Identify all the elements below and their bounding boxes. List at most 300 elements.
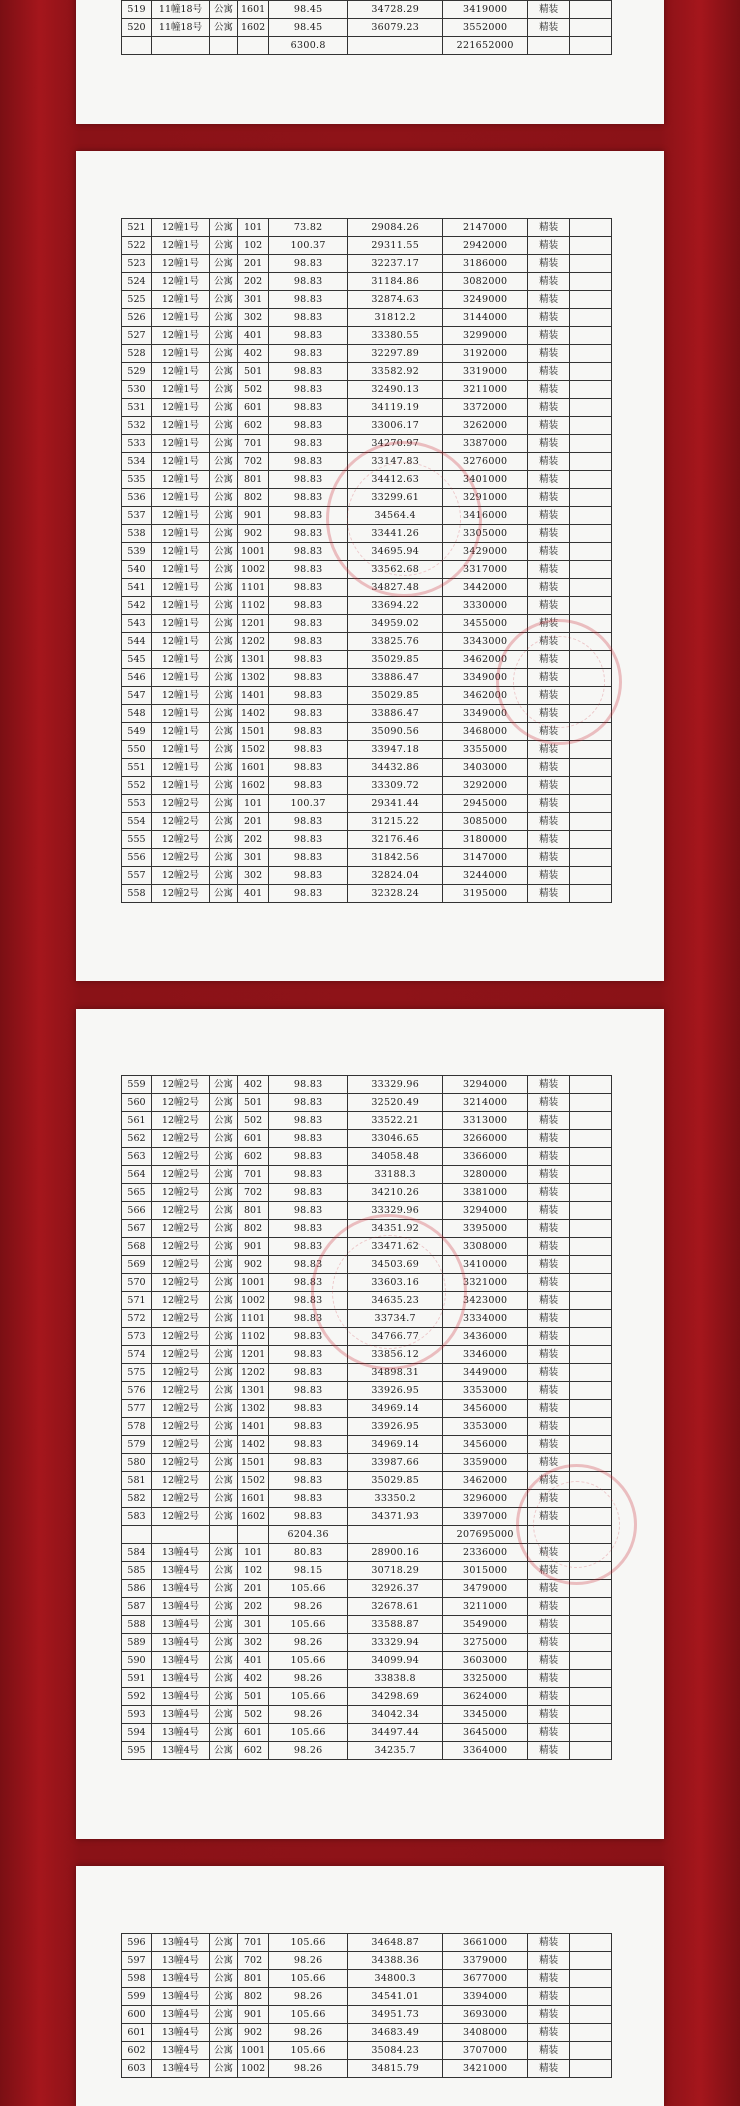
decoration-cell: 精装 xyxy=(528,1328,570,1346)
room-number-cell: 201 xyxy=(238,255,269,273)
room-number-cell: 501 xyxy=(238,363,269,381)
property-type-cell: 公寓 xyxy=(210,1310,238,1328)
area-cell: 98.26 xyxy=(269,2060,348,2078)
table-row xyxy=(122,1292,612,1310)
room-number-cell: 701 xyxy=(238,1166,269,1184)
property-type-cell: 公寓 xyxy=(210,1706,238,1724)
unit-price-cell: 32926.37 xyxy=(348,1580,443,1598)
unit-price-cell: 34210.26 xyxy=(348,1184,443,1202)
row-number-cell: 601 xyxy=(122,2024,152,2042)
decoration-cell: 精装 xyxy=(528,237,570,255)
unit-price-cell: 34119.19 xyxy=(348,399,443,417)
row-number-cell: 579 xyxy=(122,1436,152,1454)
total-price-cell: 3353000 xyxy=(443,1382,528,1400)
decoration-cell: 精装 xyxy=(528,579,570,597)
total-price-cell: 3211000 xyxy=(443,381,528,399)
remark-cell xyxy=(570,1580,612,1598)
unit-price-cell: 33046.65 xyxy=(348,1130,443,1148)
decoration-cell: 精装 xyxy=(528,777,570,795)
decoration-cell: 精装 xyxy=(528,867,570,885)
total-price-cell: 3468000 xyxy=(443,723,528,741)
area-cell: 98.83 xyxy=(269,507,348,525)
area-cell: 98.83 xyxy=(269,381,348,399)
row-number-cell: 595 xyxy=(122,1742,152,1760)
remark-cell xyxy=(570,2024,612,2042)
table-row xyxy=(122,1364,612,1382)
property-type-cell: 公寓 xyxy=(210,1382,238,1400)
area-cell: 98.83 xyxy=(269,1148,348,1166)
room-number-cell: 902 xyxy=(238,1256,269,1274)
table-row xyxy=(122,1202,612,1220)
decoration-cell: 精装 xyxy=(528,525,570,543)
property-type-cell: 公寓 xyxy=(210,1544,238,1562)
total-price-cell: 3408000 xyxy=(443,2024,528,2042)
table-row xyxy=(122,525,612,543)
table-row xyxy=(122,1400,612,1418)
table-row xyxy=(122,1508,612,1526)
decoration-cell: 精装 xyxy=(528,309,570,327)
decoration-cell: 精装 xyxy=(528,345,570,363)
building-unit-cell: 13幢4号 xyxy=(152,1544,210,1562)
row-number-cell: 593 xyxy=(122,1706,152,1724)
remark-cell xyxy=(570,1952,612,1970)
table-row xyxy=(122,795,612,813)
property-type-cell: 公寓 xyxy=(210,1508,238,1526)
remark-cell xyxy=(570,633,612,651)
area-cell: 98.26 xyxy=(269,1598,348,1616)
room-number-cell: 1001 xyxy=(238,2042,269,2060)
unit-price-cell: 32297.89 xyxy=(348,345,443,363)
building-unit-cell: 12幢1号 xyxy=(152,543,210,561)
total-price-cell: 3195000 xyxy=(443,885,528,903)
table-row xyxy=(122,1130,612,1148)
unit-price-cell: 34099.94 xyxy=(348,1652,443,1670)
property-type-cell: 公寓 xyxy=(210,1934,238,1952)
area-cell: 98.83 xyxy=(269,525,348,543)
total-price-cell: 3346000 xyxy=(443,1346,528,1364)
price-table-3 xyxy=(121,1075,612,1760)
decoration-cell: 精装 xyxy=(528,1274,570,1292)
decoration-cell: 精装 xyxy=(528,219,570,237)
property-type-cell: 公寓 xyxy=(210,1724,238,1742)
unit-price-cell: 33588.87 xyxy=(348,1616,443,1634)
building-unit-cell: 12幢2号 xyxy=(152,1112,210,1130)
row-number-cell: 569 xyxy=(122,1256,152,1274)
total-price-cell: 3296000 xyxy=(443,1490,528,1508)
remark-cell xyxy=(570,525,612,543)
table-row xyxy=(122,489,612,507)
room-number-cell: 602 xyxy=(238,1742,269,1760)
total-price-cell: 3299000 xyxy=(443,327,528,345)
unit-price-cell: 34564.4 xyxy=(348,507,443,525)
room-number-cell: 801 xyxy=(238,1202,269,1220)
unit-price-cell: 34898.31 xyxy=(348,1364,443,1382)
building-unit-cell: 13幢4号 xyxy=(152,1562,210,1580)
row-number-cell: 548 xyxy=(122,705,152,723)
area-cell: 98.83 xyxy=(269,1508,348,1526)
property-type-cell: 公寓 xyxy=(210,1364,238,1382)
area-cell: 98.83 xyxy=(269,1112,348,1130)
property-type-cell: 公寓 xyxy=(210,435,238,453)
total-price-cell: 3455000 xyxy=(443,615,528,633)
property-type-cell: 公寓 xyxy=(210,795,238,813)
room-number-cell: 401 xyxy=(238,327,269,345)
property-type-cell: 公寓 xyxy=(210,1346,238,1364)
table-row xyxy=(122,741,612,759)
total-price-cell: 3321000 xyxy=(443,1274,528,1292)
remark-cell xyxy=(570,1544,612,1562)
remark-cell xyxy=(570,1202,612,1220)
row-number-cell: 571 xyxy=(122,1292,152,1310)
property-type-cell: 公寓 xyxy=(210,1238,238,1256)
unit-price-cell: 34432.86 xyxy=(348,759,443,777)
remark-cell xyxy=(570,345,612,363)
property-type-cell: 公寓 xyxy=(210,2042,238,2060)
decoration-cell: 精装 xyxy=(528,1148,570,1166)
remark-cell xyxy=(570,1094,612,1112)
property-type-cell: 公寓 xyxy=(210,561,238,579)
remark-cell xyxy=(570,363,612,381)
total-price-cell: 3403000 xyxy=(443,759,528,777)
area-cell: 98.83 xyxy=(269,705,348,723)
remark-cell xyxy=(570,237,612,255)
remark-cell xyxy=(570,1634,612,1652)
unit-price-cell: 34648.87 xyxy=(348,1934,443,1952)
building-unit-cell: 11幢18号 xyxy=(152,1,210,19)
property-type-cell: 公寓 xyxy=(210,1094,238,1112)
property-type-cell: 公寓 xyxy=(210,399,238,417)
room-number-cell: 601 xyxy=(238,399,269,417)
building-unit-cell: 12幢1号 xyxy=(152,615,210,633)
remark-cell xyxy=(570,2006,612,2024)
area-cell: 98.83 xyxy=(269,849,348,867)
table-row xyxy=(122,2006,612,2024)
decoration-cell: 精装 xyxy=(528,759,570,777)
building-unit-cell: 12幢1号 xyxy=(152,507,210,525)
room-number-cell: 302 xyxy=(238,867,269,885)
area-cell: 98.83 xyxy=(269,1400,348,1418)
building-unit-cell: 13幢4号 xyxy=(152,1724,210,1742)
building-unit-cell: 12幢1号 xyxy=(152,561,210,579)
unit-price-cell: 35029.85 xyxy=(348,1472,443,1490)
decoration-cell: 精装 xyxy=(528,831,570,849)
decoration-cell: 精装 xyxy=(528,615,570,633)
decoration-cell: 精装 xyxy=(528,1220,570,1238)
decoration-cell: 精装 xyxy=(528,471,570,489)
building-unit-cell: 12幢2号 xyxy=(152,849,210,867)
remark-cell xyxy=(570,19,612,37)
unit-price-cell: 34695.94 xyxy=(348,543,443,561)
area-cell: 98.83 xyxy=(269,543,348,561)
decoration-cell: 精装 xyxy=(528,1952,570,1970)
table-row xyxy=(122,1634,612,1652)
room-number-cell: 501 xyxy=(238,1688,269,1706)
room-number-cell: 702 xyxy=(238,453,269,471)
decoration-cell: 精装 xyxy=(528,2042,570,2060)
total-price-cell: 3015000 xyxy=(443,1562,528,1580)
table-row xyxy=(122,1934,612,1952)
remark-cell xyxy=(570,867,612,885)
unit-price-cell: 35029.85 xyxy=(348,651,443,669)
table-row xyxy=(122,219,612,237)
area-cell: 98.83 xyxy=(269,651,348,669)
unit-price-cell: 29311.55 xyxy=(348,237,443,255)
property-type-cell: 公寓 xyxy=(210,777,238,795)
total-price-cell: 3436000 xyxy=(443,1328,528,1346)
unit-price-cell: 33886.47 xyxy=(348,705,443,723)
area-cell: 98.83 xyxy=(269,1346,348,1364)
table-row xyxy=(122,2060,612,2078)
building-unit-cell: 12幢2号 xyxy=(152,1094,210,1112)
row-number-cell: 554 xyxy=(122,813,152,831)
decoration-cell: 精装 xyxy=(528,1256,570,1274)
area-cell: 98.83 xyxy=(269,417,348,435)
area-cell: 105.66 xyxy=(269,2042,348,2060)
table-row xyxy=(122,1,612,19)
unit-price-cell: 29341.44 xyxy=(348,795,443,813)
table-row xyxy=(122,669,612,687)
building-unit-cell: 12幢1号 xyxy=(152,741,210,759)
room-number-cell: 601 xyxy=(238,1130,269,1148)
building-unit-cell: 12幢2号 xyxy=(152,1292,210,1310)
area-cell: 105.66 xyxy=(269,2006,348,2024)
table-row xyxy=(122,615,612,633)
row-number-cell: 525 xyxy=(122,291,152,309)
table-row xyxy=(122,1166,612,1184)
row-number-cell: 573 xyxy=(122,1328,152,1346)
unit-price-cell: 33471.62 xyxy=(348,1238,443,1256)
room-number-cell: 802 xyxy=(238,1988,269,2006)
unit-price-cell: 33006.17 xyxy=(348,417,443,435)
remark-cell xyxy=(570,219,612,237)
unit-price-cell: 33734.7 xyxy=(348,1310,443,1328)
area-cell: 98.83 xyxy=(269,1076,348,1094)
decoration-cell: 精装 xyxy=(528,795,570,813)
table-row xyxy=(122,777,612,795)
building-unit-cell: 13幢4号 xyxy=(152,1988,210,2006)
building-unit-cell: 13幢4号 xyxy=(152,1616,210,1634)
room-number-cell: 1102 xyxy=(238,1328,269,1346)
total-price-cell: 3549000 xyxy=(443,1616,528,1634)
total-price-cell: 3305000 xyxy=(443,525,528,543)
room-number-cell: 1602 xyxy=(238,777,269,795)
building-unit-cell: 13幢4号 xyxy=(152,2042,210,2060)
unit-price-cell: 33926.95 xyxy=(348,1382,443,1400)
property-type-cell: 公寓 xyxy=(210,1076,238,1094)
unit-price-cell: 35029.85 xyxy=(348,687,443,705)
row-number-cell: 540 xyxy=(122,561,152,579)
remark-cell xyxy=(570,1418,612,1436)
building-unit-cell: 12幢2号 xyxy=(152,1184,210,1202)
room-number-cell: 602 xyxy=(238,1148,269,1166)
room-number-cell: 402 xyxy=(238,345,269,363)
unit-price-cell: 34766.77 xyxy=(348,1328,443,1346)
property-type-cell: 公寓 xyxy=(210,471,238,489)
row-number-cell: 588 xyxy=(122,1616,152,1634)
room-number-cell: 101 xyxy=(238,219,269,237)
table-row xyxy=(122,381,612,399)
area-cell: 98.83 xyxy=(269,597,348,615)
area-cell: 98.83 xyxy=(269,1292,348,1310)
room-number-cell: 1201 xyxy=(238,1346,269,1364)
table-row xyxy=(122,363,612,381)
building-unit-cell: 13幢4号 xyxy=(152,1634,210,1652)
remark-cell xyxy=(570,1688,612,1706)
unit-price-cell: 34969.14 xyxy=(348,1436,443,1454)
unit-price-cell: 34503.69 xyxy=(348,1256,443,1274)
row-number-cell: 565 xyxy=(122,1184,152,1202)
row-number-cell: 597 xyxy=(122,1952,152,1970)
row-number-cell: 567 xyxy=(122,1220,152,1238)
row-number-cell: 545 xyxy=(122,651,152,669)
total-price-cell: 2147000 xyxy=(443,219,528,237)
unit-price-cell: 34497.44 xyxy=(348,1724,443,1742)
area-cell: 98.83 xyxy=(269,255,348,273)
area-cell: 105.66 xyxy=(269,1616,348,1634)
property-type-cell: 公寓 xyxy=(210,741,238,759)
remark-cell xyxy=(570,1934,612,1952)
unit-price-cell: 29084.26 xyxy=(348,219,443,237)
building-unit-cell: 12幢1号 xyxy=(152,579,210,597)
building-unit-cell: 12幢1号 xyxy=(152,453,210,471)
price-table-1 xyxy=(121,0,612,55)
remark-cell xyxy=(570,1292,612,1310)
building-unit-cell: 12幢2号 xyxy=(152,1130,210,1148)
row-number-cell: 596 xyxy=(122,1934,152,1952)
decoration-cell: 精装 xyxy=(528,327,570,345)
building-unit-cell: 12幢1号 xyxy=(152,363,210,381)
total-price-cell: 3144000 xyxy=(443,309,528,327)
decoration-cell: 精装 xyxy=(528,255,570,273)
area-cell: 98.83 xyxy=(269,1382,348,1400)
remark-cell xyxy=(570,795,612,813)
room-number-cell: 1402 xyxy=(238,705,269,723)
table-row xyxy=(122,327,612,345)
table-row xyxy=(122,1952,612,1970)
decoration-cell: 精装 xyxy=(528,1238,570,1256)
building-unit-cell: 12幢2号 xyxy=(152,795,210,813)
total-price-cell: 3661000 xyxy=(443,1934,528,1952)
building-unit-cell: 12幢2号 xyxy=(152,1364,210,1382)
unit-price-cell: 32328.24 xyxy=(348,885,443,903)
area-cell: 105.66 xyxy=(269,1652,348,1670)
room-number-cell: 1402 xyxy=(238,1436,269,1454)
total-price-cell: 3423000 xyxy=(443,1292,528,1310)
total-price-cell: 3366000 xyxy=(443,1148,528,1166)
table-row xyxy=(122,543,612,561)
room-number-cell: 1202 xyxy=(238,633,269,651)
room-number-cell: 802 xyxy=(238,1220,269,1238)
table-row xyxy=(122,1688,612,1706)
row-number-cell: 603 xyxy=(122,2060,152,2078)
total-price-cell: 3707000 xyxy=(443,2042,528,2060)
table-row xyxy=(122,759,612,777)
area-cell: 98.83 xyxy=(269,1310,348,1328)
total-price-cell: 3319000 xyxy=(443,363,528,381)
total-price-cell: 3462000 xyxy=(443,687,528,705)
row-number-cell: 568 xyxy=(122,1238,152,1256)
row-number-cell: 558 xyxy=(122,885,152,903)
row-number-cell: 580 xyxy=(122,1454,152,1472)
area-cell: 98.83 xyxy=(269,471,348,489)
decoration-cell: 精装 xyxy=(528,1508,570,1526)
remark-cell xyxy=(570,579,612,597)
row-number-cell: 533 xyxy=(122,435,152,453)
area-cell: 98.83 xyxy=(269,615,348,633)
remark-cell xyxy=(570,1598,612,1616)
row-number-cell xyxy=(122,1526,152,1544)
table-row xyxy=(122,2024,612,2042)
row-number-cell: 599 xyxy=(122,1988,152,2006)
area-cell: 98.83 xyxy=(269,1094,348,1112)
table-body-2 xyxy=(122,219,612,903)
row-number-cell: 551 xyxy=(122,759,152,777)
property-type-cell: 公寓 xyxy=(210,381,238,399)
remark-cell xyxy=(570,1364,612,1382)
total-price-cell: 3353000 xyxy=(443,1418,528,1436)
unit-price-cell: 33838.8 xyxy=(348,1670,443,1688)
property-type-cell: 公寓 xyxy=(210,831,238,849)
area-cell: 105.66 xyxy=(269,1580,348,1598)
table-row xyxy=(122,1454,612,1472)
total-price-cell: 3244000 xyxy=(443,867,528,885)
total-price-cell: 3394000 xyxy=(443,1988,528,2006)
unit-price-cell: 33947.18 xyxy=(348,741,443,759)
unit-price-cell: 33582.92 xyxy=(348,363,443,381)
remark-cell xyxy=(570,435,612,453)
area-cell: 98.83 xyxy=(269,1454,348,1472)
area-cell: 98.83 xyxy=(269,777,348,795)
remark-cell xyxy=(570,1706,612,1724)
building-unit-cell: 13幢4号 xyxy=(152,1970,210,1988)
property-type-cell xyxy=(210,37,238,55)
unit-price-cell: 33987.66 xyxy=(348,1454,443,1472)
decoration-cell: 精装 xyxy=(528,1310,570,1328)
building-unit-cell: 13幢4号 xyxy=(152,1934,210,1952)
area-cell: 98.83 xyxy=(269,1490,348,1508)
total-price-cell: 3442000 xyxy=(443,579,528,597)
area-cell: 98.83 xyxy=(269,1130,348,1148)
area-cell: 98.83 xyxy=(269,435,348,453)
decoration-cell: 精装 xyxy=(528,1634,570,1652)
area-cell: 6300.8 xyxy=(269,37,348,55)
total-price-cell: 3280000 xyxy=(443,1166,528,1184)
property-type-cell: 公寓 xyxy=(210,1130,238,1148)
decoration-cell: 精装 xyxy=(528,2006,570,2024)
decoration-cell: 精装 xyxy=(528,705,570,723)
table-body-1 xyxy=(122,1,612,55)
decoration-cell: 精装 xyxy=(528,1364,570,1382)
table-row xyxy=(122,1652,612,1670)
remark-cell xyxy=(570,1526,612,1544)
total-price-cell: 3693000 xyxy=(443,2006,528,2024)
remark-cell xyxy=(570,381,612,399)
property-type-cell: 公寓 xyxy=(210,417,238,435)
remark-cell xyxy=(570,273,612,291)
room-number-cell: 802 xyxy=(238,489,269,507)
row-number-cell: 589 xyxy=(122,1634,152,1652)
area-cell: 98.45 xyxy=(269,1,348,19)
room-number-cell: 902 xyxy=(238,2024,269,2042)
decoration-cell: 精装 xyxy=(528,2024,570,2042)
building-unit-cell: 12幢2号 xyxy=(152,1382,210,1400)
table-row xyxy=(122,291,612,309)
property-type-cell: 公寓 xyxy=(210,363,238,381)
decoration-cell: 精装 xyxy=(528,1652,570,1670)
row-number-cell: 586 xyxy=(122,1580,152,1598)
building-unit-cell: 12幢2号 xyxy=(152,1508,210,1526)
property-type-cell: 公寓 xyxy=(210,597,238,615)
